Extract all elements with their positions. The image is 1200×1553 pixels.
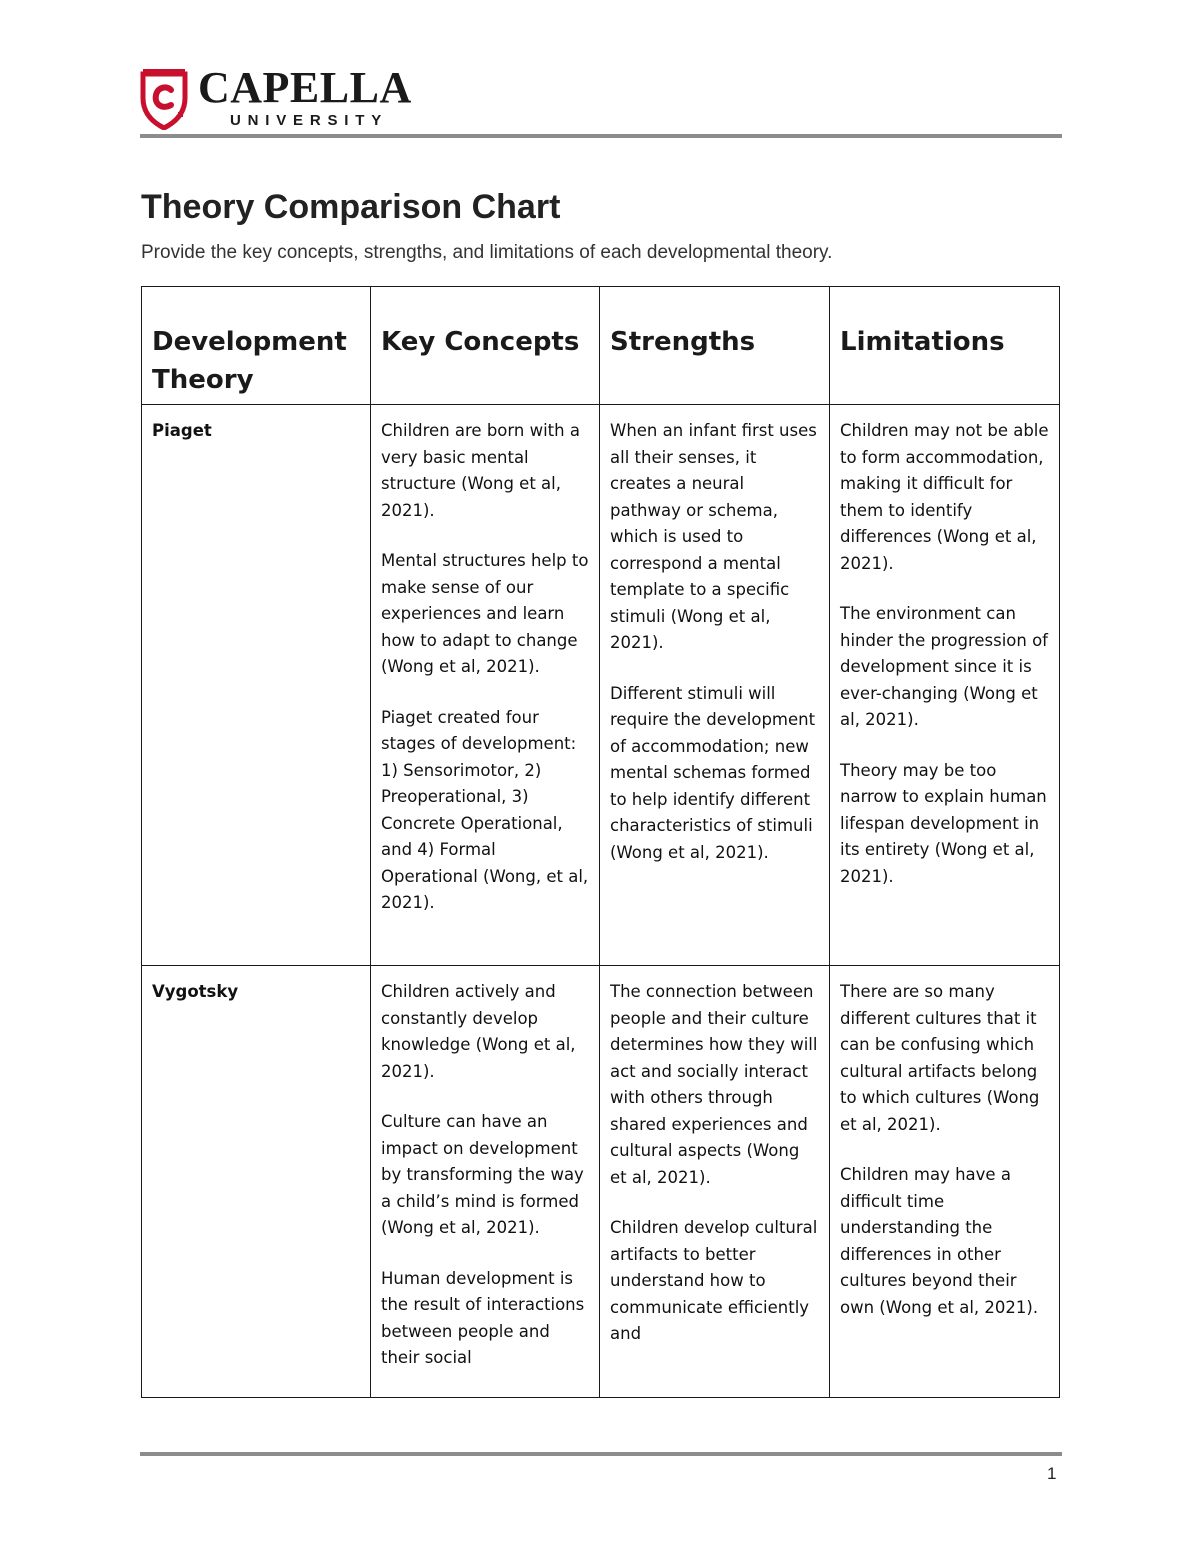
cell-paragraph: Mental structures help to make sense of our experiences and learn how to adapt to change (Wong et al, 2021). [381,551,589,676]
table-header-row [142,287,1060,405]
capella-shield-icon [140,68,188,130]
theory-name: Vygotsky [142,966,371,1398]
cell-paragraph: The connection between people and their culture determines how they will act and socially interact with others through shared experiences and cultural aspects (Wong et al, 2021). [610,982,818,1187]
capella-logo [140,63,412,130]
brand-subname: UNIVERSITY [230,112,389,129]
key-concepts-cell [371,405,600,966]
cell-paragraph: Different stimuli will require the development of accommodation; new mental schemas formed to help identify different characteristics of stimuli (Wong et al, 2021). [610,683,816,862]
header-divider [140,134,1062,138]
limitations-cell [830,966,1060,1398]
cell-paragraph: Theory may be too narrow to explain human lifespan development in its entirety (Wong et al, 2021). [840,760,1047,886]
cell-paragraph: Children may have a difficult time understanding the differences in other cultures beyond their own (Wong et al, 2021). [840,1165,1039,1317]
cell-paragraph: Human development is the result of interactions between people and their social [381,1268,585,1367]
key-concepts-cell [371,966,600,1398]
column-header-theory: Development Theory [142,287,371,405]
cell-paragraph: Children may not be able to form accommodation, making it difficult for them to identify differences (Wong et al, 2021). [840,421,1049,573]
footer-divider [140,1452,1062,1456]
page-number: 1 [1047,1464,1057,1483]
table-row [142,405,1060,966]
cell-paragraph: Children are born with a very basic mental structure (Wong et al, 2021). [381,421,580,520]
cell-paragraph: Children develop cultural artifacts to better understand how to communicate efficiently and [610,1218,818,1343]
column-header-limitations: Limitations [830,287,1060,405]
cell-paragraph: When an infant first uses all their senses, it creates a neural pathway or schema, which is used to correspond a mental template to a specific stimuli (Wong et al, 2021). [610,421,817,652]
cell-paragraph: There are so many different cultures that it can be confusing which cultural artifacts belong to which cultures (Wong et al, 2021). [840,982,1040,1134]
cell-paragraph: Children actively and constantly develop knowledge (Wong et al, 2021). [381,982,576,1081]
cell-paragraph: Culture can have an impact on development by transforming the way a child’s mind is formed (Wong et al, 2021). [381,1112,584,1237]
cell-paragraph: Piaget created four stages of development: 1) Sensorimotor, 2) Preoperational, 3) Concrete Operational, and 4) Formal Operational (Wong, et al, 2021). [381,707,589,912]
column-header-key-concepts: Key Concepts [371,287,600,405]
column-header-strengths: Strengths [600,287,830,405]
brand-name: CAPELLA [198,63,412,112]
theory-name: Piaget [142,405,371,966]
strengths-cell [600,405,830,966]
table-row [142,966,1060,1398]
limitations-cell [830,405,1060,966]
page-subtitle: Provide the key concepts, strengths, and limitations of each developmental theory. [141,242,833,263]
strengths-cell [600,966,830,1398]
page-title: Theory Comparison Chart [141,188,561,226]
cell-paragraph: The environment can hinder the progression of development since it is ever-changing (Wong et al, 2021). [840,604,1048,729]
theory-comparison-table [141,286,1060,1398]
